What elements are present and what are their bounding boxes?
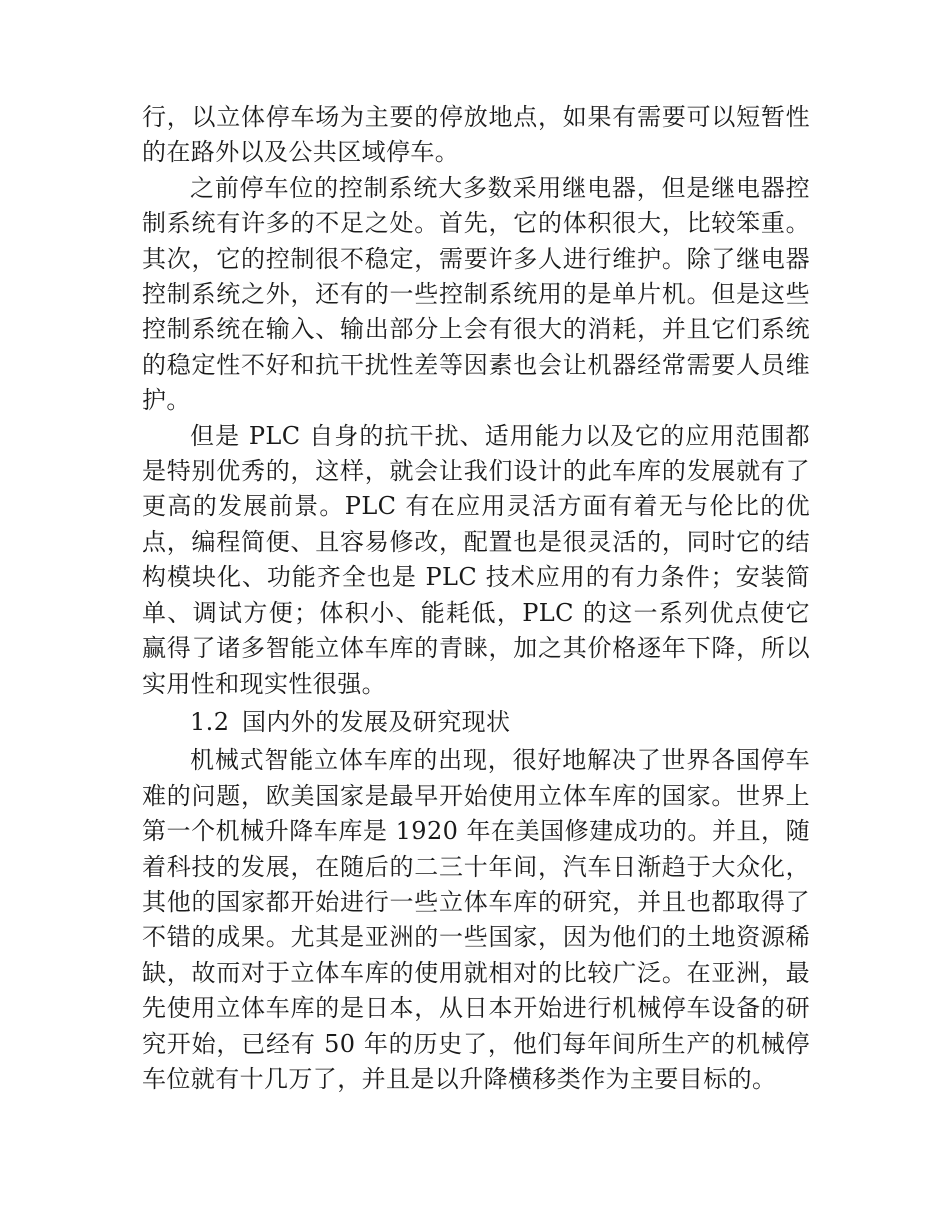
document-page [142,100,810,1097]
paragraph-plc-advantages: 但是 PLC 自身的抗干扰、适用能力以及它的应用范围都是特别优秀的，这样，就会让我们设计的此车库的发展就有了更高的发展前景。PLC 有在应用灵活方面有着无与伦比的优点，编程简便、且容易修改，配置也是很灵活的，同时它的结构模块化、功能齐全也是 PLC 技术应用的有力条件；安装简单、调试方便；体积小、能耗低，PLC 的这一系列优点使它赢得了诸多智能立体车库的青睐，加之其价格逐年下降，所以实用性和现实性很强。 [142,421,810,698]
paragraph-continuation: 行，以立体停车场为主要的停放地点，如果有需要可以短暂性的在路外以及公共区域停车。 [142,103,810,167]
section-heading [142,705,810,740]
paragraph-relay-control: 之前停车位的控制系统大多数采用继电器，但是继电器控制系统有许多的不足之处。首先，它的体积很大，比较笨重。其次，它的控制很不稳定，需要许多人进行维护。除了继电器控制系统之外，还有的一些控制系统用的是单片机。但是这些控制系统在输入、输出部分上会有很大的消耗，并且它们系统的稳定性不好和抗干扰性差等因素也会让机器经常需要人员维护。 [142,173,810,415]
paragraph-research-status: 机械式智能立体车库的出现，很好地解决了世界各国停车难的问题，欧美国家是最早开始使用立体车库的国家。世界上第一个机械升降车库是 1920 年在美国修建成功的。并且，随着科技的发展，在随后的二三十年间，汽车日渐趋于大众化，其他的国家都开始进行一些立体车库的研究，并且也都取得了不错的成果。尤其是亚洲的一些国家，因为他们的土地资源稀缺，故而对于立体车库的使用就相对的比较广泛。在亚洲，最先使用立体车库的是日本，从日本开始进行机械停车设备的研究开始，已经有 50 年的历史了，他们每年间所生产的机械停车位就有十几万了，并且是以升降横移类作为主要目标的。 [142,746,810,1093]
section-number: 1.2 [190,707,230,736]
section-title: 国内外的发展及研究现状 [242,707,511,736]
